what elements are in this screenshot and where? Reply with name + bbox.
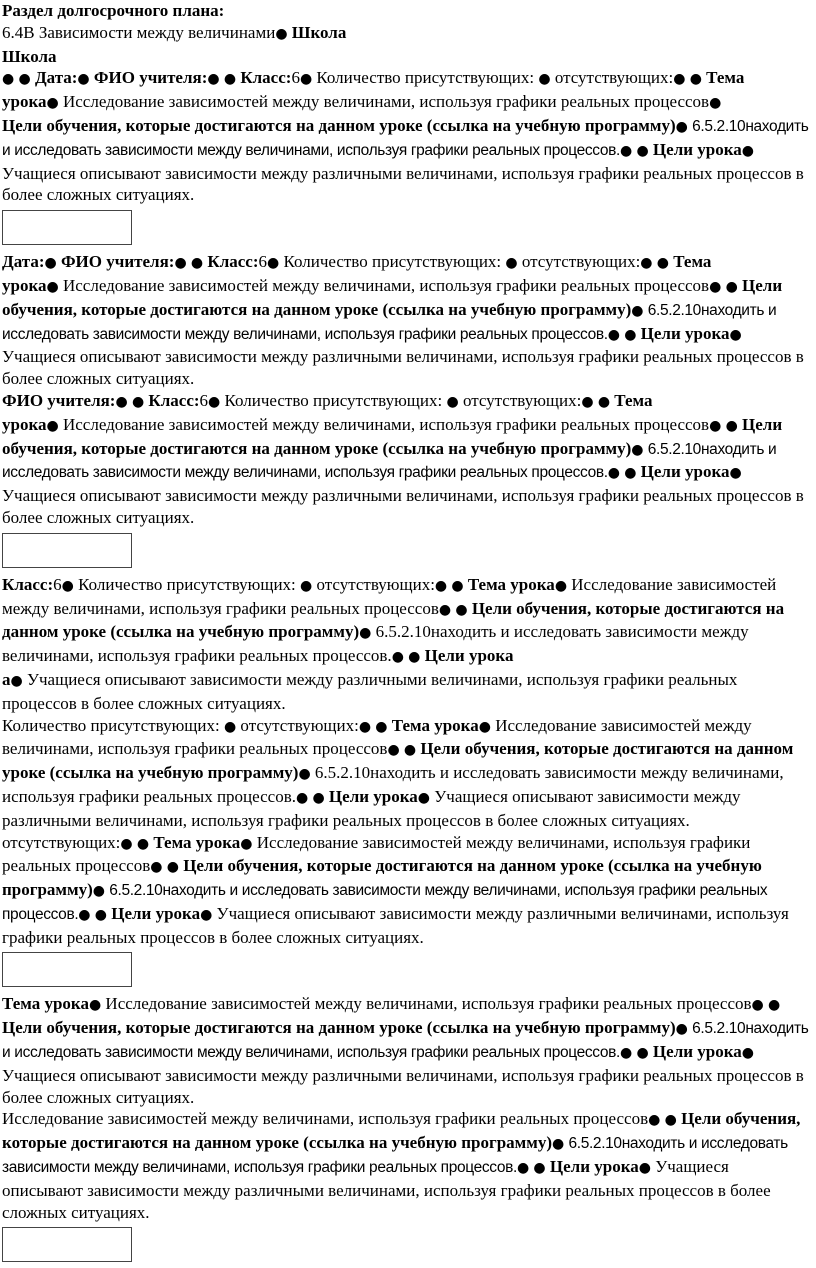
bullet-icon: ● bbox=[77, 71, 90, 88]
goal-code: 6.5.2.10 bbox=[375, 622, 431, 642]
bullet-icon: ● bbox=[150, 859, 163, 876]
present-label: Количество присутствующих: bbox=[224, 390, 443, 410]
empty-cell bbox=[2, 533, 132, 568]
section-value: 6.4В Зависимости между величинами bbox=[2, 22, 276, 42]
bullet-icon: ● bbox=[403, 742, 417, 759]
bullet-icon: ● bbox=[446, 393, 459, 410]
objectives-label: Цели урока bbox=[111, 903, 201, 923]
bullet-icon: ● bbox=[275, 25, 288, 42]
bullet-icon: ● bbox=[631, 302, 644, 319]
bullet-icon: ● bbox=[597, 393, 611, 410]
goal-code: 6.5.2.10 bbox=[692, 117, 746, 135]
objectives-text: Учащиеся описывают зависимости между различными величинами, используя графики реальных процессов в более сложных ситуациях. bbox=[2, 1157, 771, 1222]
objectives-text: Учащиеся описывают зависимости между различными величинами, используя графики реальных процессов в более сложных ситуациях. bbox=[2, 903, 789, 947]
goal-code: 6.5.2.10 bbox=[568, 1135, 622, 1153]
objectives-label: Цели урока bbox=[652, 139, 742, 159]
goal-text: находить и исследовать зависимости между величинами, используя графики реальных процессов. bbox=[2, 622, 749, 666]
absent-label: отсутствующих: bbox=[316, 574, 435, 594]
grade-value: 6 bbox=[291, 68, 300, 88]
goals-label: Цели обучения, которые достигаются на данном уроке (ссылка на учебную программу) bbox=[2, 1109, 801, 1153]
goal-code: 6.5.2.10 bbox=[109, 882, 163, 900]
grade-value: 6 bbox=[199, 390, 209, 410]
bullet-icon: ● bbox=[190, 255, 204, 272]
block-teacher bbox=[2, 390, 814, 529]
bullet-icon: ● bbox=[207, 71, 220, 88]
bullet-icon: ● bbox=[656, 255, 669, 272]
bullet-icon: ● bbox=[10, 672, 23, 689]
goal-text: находить и исследовать зависимости между величинами, используя графики реальных процессов. bbox=[2, 301, 777, 343]
bullet-icon: ● bbox=[298, 766, 311, 783]
bullet-icon: ● bbox=[729, 465, 742, 482]
grade-label: Класс: bbox=[148, 390, 200, 410]
absent-label: отсутствующих: bbox=[462, 390, 582, 410]
bullet-icon: ● bbox=[673, 71, 686, 88]
bullet-icon: ● bbox=[624, 465, 637, 482]
bullet-icon: ● bbox=[408, 649, 421, 666]
bullet-icon: ● bbox=[438, 601, 452, 618]
bullet-icon: ● bbox=[640, 255, 653, 272]
topic-label: Тема bbox=[706, 68, 745, 88]
goal-code: 6.5.2.10 bbox=[692, 1020, 746, 1038]
bullet-icon: ● bbox=[751, 997, 764, 1014]
block-topic bbox=[2, 993, 814, 1108]
topic-label: Тема урока bbox=[467, 574, 555, 594]
objectives-text: Учащиеся описывают зависимости между различными величинами, используя графики реальных процессов в более сложных ситуациях. bbox=[2, 669, 738, 713]
bullet-icon: ● bbox=[729, 326, 742, 343]
objectives-text: Учащиеся описывают зависимости между различными величинами, используя графики реальных процессов в более сложных ситуациях. bbox=[2, 1065, 804, 1107]
bullet-icon: ● bbox=[533, 1160, 546, 1177]
grade-value: 6 bbox=[258, 252, 267, 272]
topic-label: урока bbox=[2, 275, 47, 295]
absent-label: отсутствующих: bbox=[240, 715, 359, 735]
section-label: Раздел долгосрочного плана: bbox=[2, 1, 225, 20]
goal-text: находить и исследовать зависимости между величинами, используя графики реальных процессов. bbox=[2, 117, 809, 159]
empty-cell bbox=[2, 1227, 132, 1262]
goal-code: 6.5.2.10 bbox=[314, 763, 371, 783]
bullet-icon: ● bbox=[624, 326, 637, 343]
bullet-icon: ● bbox=[2, 71, 15, 88]
bullet-icon: ● bbox=[240, 835, 253, 852]
bullet-icon: ● bbox=[741, 142, 754, 159]
bullet-icon: ● bbox=[94, 906, 107, 923]
present-label: Количество присутствующих: bbox=[316, 68, 535, 88]
bullet-icon: ● bbox=[538, 71, 551, 88]
bullet-icon: ● bbox=[636, 142, 649, 159]
topic-label: Тема bbox=[673, 252, 712, 272]
bullet-icon: ● bbox=[61, 577, 74, 594]
bullet-icon: ● bbox=[88, 997, 102, 1014]
bullet-icon: ● bbox=[455, 601, 468, 618]
bullet-icon: ● bbox=[607, 326, 620, 343]
grade-label: Класс: bbox=[2, 574, 54, 594]
objectives-text: Учащиеся описывают зависимости между различными величинами, используя графики реальных процессов в более сложных ситуациях. bbox=[2, 786, 741, 830]
bullet-icon: ● bbox=[725, 278, 738, 295]
goal-text: находить и исследовать зависимости между величинами, используя графики реальных процессов. bbox=[2, 440, 777, 482]
bullet-icon: ● bbox=[299, 71, 313, 88]
bullet-icon: ● bbox=[648, 1112, 661, 1129]
bullet-icon: ● bbox=[675, 118, 688, 135]
bullet-icon: ● bbox=[312, 789, 325, 806]
date-label: Дата: bbox=[34, 68, 78, 88]
bullet-icon: ● bbox=[638, 1160, 651, 1177]
bullet-icon: ● bbox=[619, 1045, 633, 1062]
topic-text: Исследование зависимостей между величинами, используя графики реальных процессов bbox=[2, 715, 752, 759]
topic-text: Исследование зависимостей между величинами, используя графики реальных процессов bbox=[105, 994, 752, 1014]
block-present bbox=[2, 715, 814, 832]
absent-label: отсутствующих: bbox=[554, 68, 674, 88]
bullet-icon: ● bbox=[131, 393, 145, 410]
bullet-icon: ● bbox=[581, 393, 594, 410]
goal-text: находить и исследовать зависимости между величинами, используя графики реальных процессов. bbox=[2, 882, 768, 923]
bullet-icon: ● bbox=[18, 71, 31, 88]
block-header bbox=[2, 0, 814, 206]
bullet-icon: ● bbox=[725, 417, 738, 434]
grade-value: 6 bbox=[53, 574, 62, 594]
grade-label: Класс: bbox=[207, 252, 259, 272]
topic-text: Исследование зависимостей между величинами, используя графики реальных процессов bbox=[62, 414, 710, 434]
school-label: Школа bbox=[2, 46, 57, 66]
bullet-icon: ● bbox=[709, 95, 722, 112]
topic-label: урока bbox=[2, 92, 47, 112]
absent-label: отсутствующих: bbox=[2, 832, 121, 852]
teacher-label: ФИО учителя: bbox=[2, 390, 116, 410]
block-date bbox=[2, 251, 814, 390]
bullet-icon: ● bbox=[375, 718, 388, 735]
bullet-icon: ● bbox=[223, 718, 237, 735]
bullet-icon: ● bbox=[359, 625, 372, 642]
goal-text: находить и исследовать зависимости между величинами, используя графики реальных процессов. bbox=[2, 1020, 809, 1062]
bullet-icon: ● bbox=[358, 718, 372, 735]
topic-text: Исследование зависимостей между величинами, используя графики реальных процессов bbox=[62, 92, 710, 112]
bullet-icon: ● bbox=[689, 71, 702, 88]
block-grade bbox=[2, 574, 814, 715]
goals-label: Цели обучения, которые достигаются на данном уроке (ссылка на учебную программу) bbox=[2, 115, 676, 135]
bullet-icon: ● bbox=[709, 417, 722, 434]
bullet-icon: ● bbox=[664, 1112, 677, 1129]
goals-label: Цели обучения, которые достигаются на данном уроке (ссылка на учебную программу) bbox=[2, 414, 783, 458]
bullet-icon: ● bbox=[166, 859, 179, 876]
objectives-tail: а bbox=[2, 669, 11, 689]
topic-label: Тема урока bbox=[153, 832, 241, 852]
topic-label: Тема урока bbox=[391, 715, 479, 735]
bullet-icon: ● bbox=[636, 1045, 649, 1062]
bullet-icon: ● bbox=[223, 71, 237, 88]
bullet-icon: ● bbox=[92, 883, 105, 900]
bullet-icon: ● bbox=[554, 577, 568, 594]
teacher-label: ФИО учителя: bbox=[93, 68, 208, 88]
objectives-text: Учащиеся описывают зависимости между различными величинами, используя графики реальных процессов в более сложных ситуациях. bbox=[2, 486, 804, 527]
objectives-label: Цели урока bbox=[640, 462, 730, 482]
bullet-icon: ● bbox=[387, 742, 400, 759]
goals-label: Цели обучения, которые достигаются на данном уроке (ссылка на учебную программу) bbox=[2, 1018, 676, 1038]
present-label: Количество присутствующих: bbox=[2, 715, 220, 735]
empty-cell bbox=[2, 210, 132, 245]
objectives-label: Цели урока bbox=[652, 1042, 742, 1062]
bullet-icon: ● bbox=[44, 255, 57, 272]
objectives-label: Цели урока bbox=[424, 646, 514, 666]
grade-label: Класс: bbox=[240, 68, 292, 88]
present-label: Количество присутствующих: bbox=[78, 574, 296, 594]
objectives-label: Цели урока bbox=[549, 1157, 639, 1177]
bullet-icon: ● bbox=[78, 906, 91, 923]
topic-text: Исследование зависимостей между величинами, используя графики реальных процессов bbox=[2, 832, 751, 876]
bullet-icon: ● bbox=[208, 393, 221, 410]
goal-text: находить и исследовать зависимости между величинами, используя графики реальных процессов. bbox=[2, 1135, 788, 1177]
topic-text: Исследование зависимостей между величинами, используя графики реальных процессов bbox=[2, 574, 777, 618]
topic-label: Тема bbox=[614, 390, 653, 410]
school-inline: Школа bbox=[291, 22, 347, 42]
topic-label: урока bbox=[2, 414, 47, 434]
bullet-icon: ● bbox=[46, 95, 59, 112]
topic-text: Исследование зависимостей между величинами, используя графики реальных процессов bbox=[2, 1109, 649, 1129]
bullet-icon: ● bbox=[120, 835, 133, 852]
objectives-label: Цели урока bbox=[640, 323, 730, 343]
bullet-icon: ● bbox=[267, 255, 280, 272]
present-label: Количество присутствующих: bbox=[283, 252, 502, 272]
bullet-icon: ● bbox=[295, 789, 309, 806]
objectives-text: Учащиеся описывают зависимости между различными величинами, используя графики реальных процессов в более сложных ситуациях. bbox=[2, 347, 804, 389]
bullet-icon: ● bbox=[675, 1021, 688, 1038]
bullet-icon: ● bbox=[619, 142, 633, 159]
objectives-label: Цели урока bbox=[328, 786, 418, 806]
bullet-icon: ● bbox=[46, 417, 59, 434]
bullet-icon: ● bbox=[709, 278, 722, 295]
empty-cell bbox=[2, 952, 132, 987]
bullet-icon: ● bbox=[607, 465, 620, 482]
bullet-icon: ● bbox=[417, 789, 430, 806]
bullet-icon: ● bbox=[741, 1045, 754, 1062]
block-absent bbox=[2, 832, 814, 949]
bullet-icon: ● bbox=[631, 441, 644, 458]
objectives-text: Учащиеся описывают зависимости между различными величинами, используя графики реальных процессов в более сложных ситуациях. bbox=[2, 163, 804, 205]
goal-code: 6.5.2.10 bbox=[647, 301, 701, 319]
bullet-icon: ● bbox=[552, 1136, 565, 1153]
bullet-icon: ● bbox=[516, 1160, 530, 1177]
goals-label: Цели обучения, которые достигаются на данном уроке (ссылка на учебную программу) bbox=[2, 598, 785, 642]
bullet-icon: ● bbox=[505, 255, 518, 272]
topic-text: Исследование зависимостей между величинами, используя графики реальных процессов bbox=[62, 275, 710, 295]
date-label: Дата: bbox=[2, 252, 45, 272]
bullet-icon: ● bbox=[136, 835, 150, 852]
bullet-icon: ● bbox=[200, 906, 213, 923]
absent-label: отсутствующих: bbox=[521, 252, 641, 272]
goals-label: Цели обучения, которые достигаются на данном уроке (ссылка на учебную программу) bbox=[2, 739, 794, 783]
goal-text: находить и исследовать зависимости между величинами, используя графики реальных процессов. bbox=[2, 763, 784, 806]
bullet-icon: ● bbox=[478, 718, 491, 735]
bullet-icon: ● bbox=[434, 577, 448, 594]
block-topic-text bbox=[2, 1108, 814, 1223]
goal-code: 6.5.2.10 bbox=[647, 440, 701, 458]
bullet-icon: ● bbox=[46, 278, 59, 295]
bullet-icon: ● bbox=[768, 997, 781, 1014]
bullet-icon: ● bbox=[451, 577, 464, 594]
topic-label: Тема урока bbox=[2, 994, 89, 1014]
goals-label: Цели обучения, которые достигаются на данном уроке (ссылка на учебную программу) bbox=[2, 275, 783, 319]
teacher-label: ФИО учителя: bbox=[60, 252, 175, 272]
bullet-icon: ● bbox=[174, 255, 187, 272]
bullet-icon: ● bbox=[115, 393, 128, 410]
goals-label: Цели обучения, которые достигаются на данном уроке (ссылка на учебную программу) bbox=[2, 856, 762, 900]
bullet-icon: ● bbox=[300, 577, 313, 594]
bullet-icon: ● bbox=[391, 649, 404, 666]
